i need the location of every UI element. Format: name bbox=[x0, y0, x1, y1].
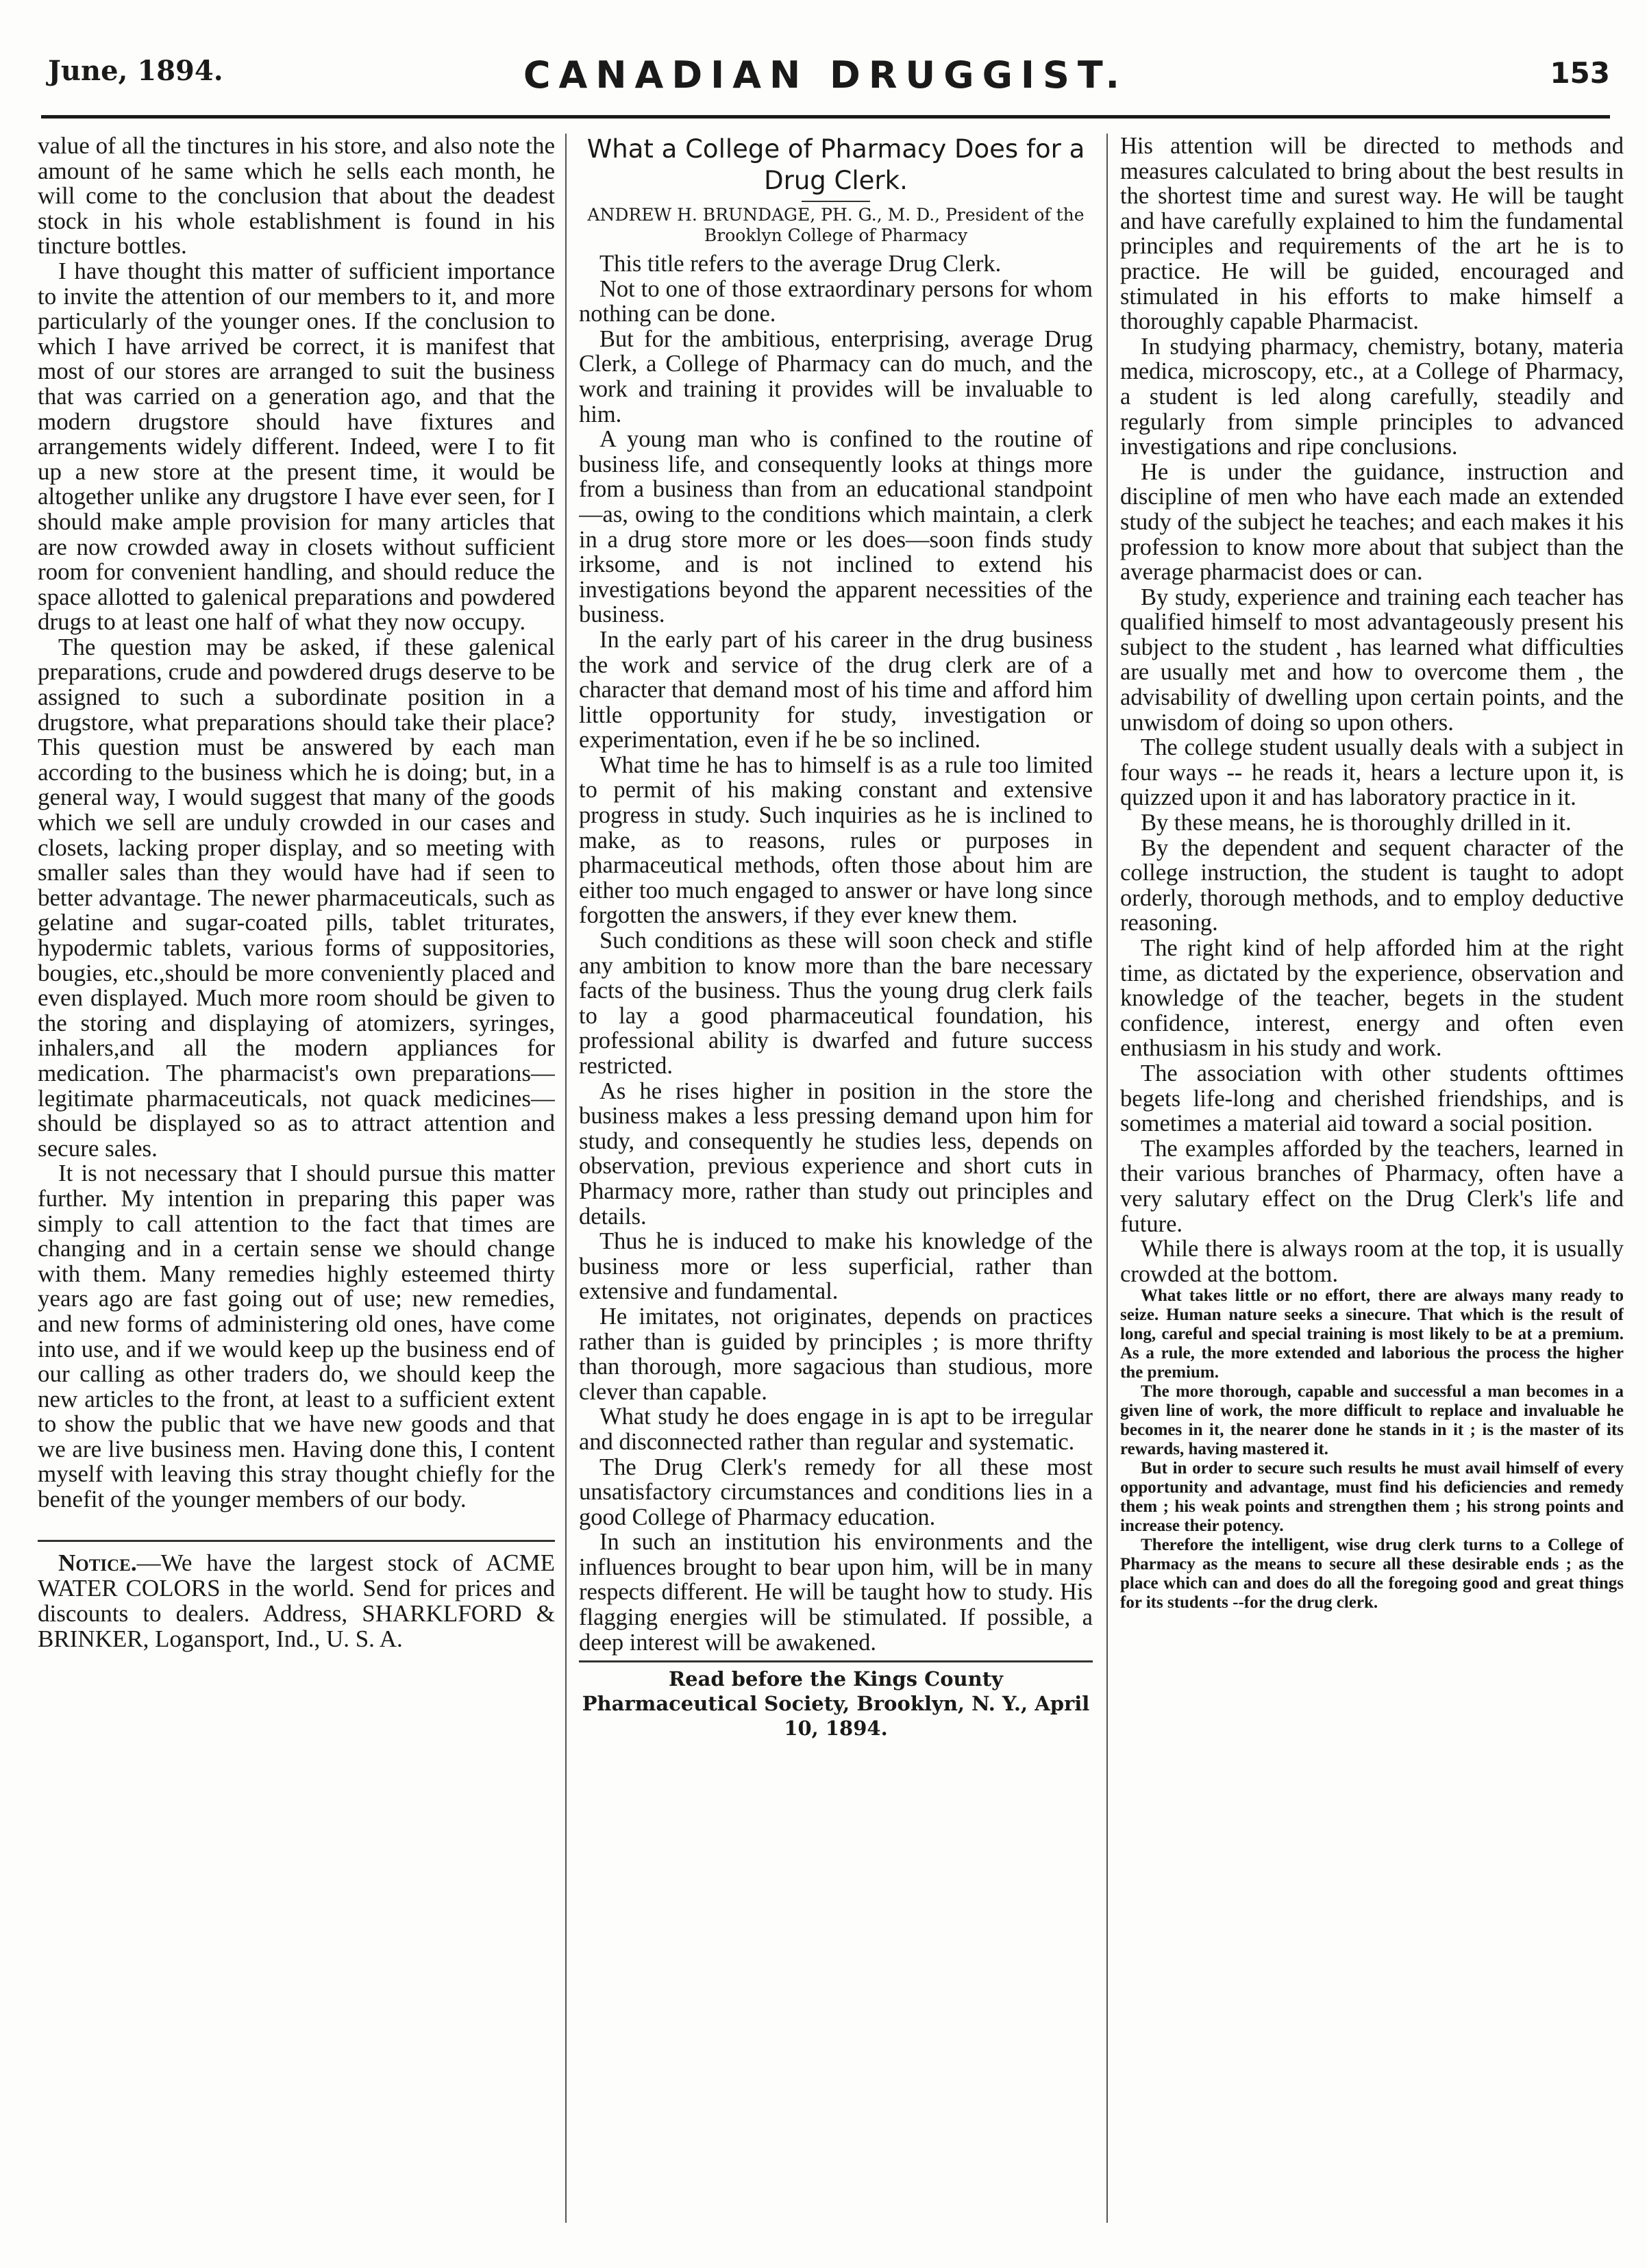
notice-text: —We have the largest stock of ACME WATER COLORS in the world. Send for prices and discounts to dealers. Address, SHARKLFORD & BRINKER, Logansport, Ind., U. S. A. bbox=[38, 1549, 555, 1652]
paragraph: The examples afforded by the teachers, learned in their various branches of Pharmacy, often have a very salutary effect on the Drug Clerk's life and future. bbox=[1120, 1135, 1624, 1237]
paragraph: Therefore the intelligent, wise drug clerk turns to a College of Pharmacy as the means to secure all these desirable ends ; as the place which can and does do all the foregoing good and great things for its students --for the drug clerk. bbox=[1120, 1536, 1624, 1612]
publication-title: CANADIAN DRUGGIST. bbox=[523, 53, 1128, 97]
paragraph: Thus he is induced to make his knowledge of the business more or less superficial, rather than extensive and fundamental. bbox=[579, 1228, 1093, 1305]
column-divider bbox=[565, 134, 567, 2223]
paragraph: As he rises higher in position in the store the business makes a less pressing demand upon him for study, and consequently he studies less, depends on observation, previous experience and short cuts in Pharmacy more, rather than study out principles and details. bbox=[579, 1077, 1093, 1230]
paragraph: But in order to secure such results he must avail himself of every opportunity and advantage, must find his deficiencies and remedy them ; his weak points and strengthen them ; his strong points and increase their potency. bbox=[1120, 1459, 1624, 1536]
notice-label: Notice. bbox=[58, 1549, 137, 1576]
paragraph: In studying pharmacy, chemistry, botany, materia medica, microscopy, etc., at a College of Pharmacy, a student is led along carefully, steadily and regularly from simple principles to advanced investigations and ripe conclusions. bbox=[1120, 333, 1624, 460]
paragraph: The more thorough, capable and successful a man becomes in a given line of work, the more difficult to replace and invaluable he becomes in it, the nearer done he stands in it ; is the master of its rewards, having mastered it. bbox=[1120, 1382, 1624, 1459]
title-rule bbox=[802, 201, 870, 202]
paragraph: This title refers to the average Drug Clerk. bbox=[599, 251, 1002, 277]
paragraph: A young man who is confined to the routine of business life, and consequently looks at things more from a business than from an educational standpoint—as, owing to the conditions which maintain, a clerk in a drug store more or les does—soon finds study irksome, and is not inclined to extend his investigations beyond the apparent necessities of the business. bbox=[579, 426, 1093, 628]
small-print-section bbox=[1120, 1286, 1624, 1612]
paragraph: In the early part of his career in the drug business the work and service of the drug clerk are of a character that demand most of his time and afford him little opportunity for study, investigation or experimentation, even if he be so inclined. bbox=[579, 626, 1093, 753]
paragraph: The right kind of help afforded him at the right time, as dictated by the experience, observation and knowledge of the teacher, begets in the student confidence, interest, energy and often even enthusiasm in his study and work. bbox=[1120, 935, 1624, 1062]
paragraph: What time he has to himself is as a rule too limited to permit of his making constant and extensive progress in study. Such inquiries as he is inclined to make, as to reasons, rules or purposes in pharmaceutical methods, often those about him are either too much engaged to answer or have long since forgotten the answers, if they ever knew them. bbox=[579, 751, 1093, 929]
column-left bbox=[38, 134, 555, 2236]
advertisement-notice bbox=[38, 1540, 555, 1652]
paragraph: In such an institution his environments and the influences brought to bear upon him, will be in many respects different. He will be taught how to study. His flagging energies will be stimulated. If possible, a deep interest will be awakened. bbox=[579, 1529, 1093, 1656]
paragraph: The question may be asked, if these galenical preparations, crude and powdered drugs deserve to be assigned to such a subordinate position in a drugstore, what preparations should take their place? This question must be answered by each man according to the business which he is doing; but, in a general way, I would suggest that many of the goods which we sell are unduly crowded in our cases and closets, lacking proper display, and so meeting with smaller sales than they would have had if seen to better advantage. The newer pharmaceuticals, such as gelatine and sugar-coated pills, tablet triturates, hypodermic tablets, various forms of suppositories, bougies, etc.,should be more conveniently placed and even displayed. Much more room should be given to the storing and displaying of atomizers, syringes, inhalers,and all the modern appliances for medication. The pharmacist's own preparations—legitimate pharmaceuticals, not quack medicines—should be displayed so as to attract attention and secure sales. bbox=[38, 633, 555, 1162]
page-header bbox=[41, 48, 1610, 110]
paragraph: The Drug Clerk's remedy for all these most unsatisfactory circumstances and conditions lies in a good College of Pharmacy education. bbox=[579, 1454, 1093, 1530]
paragraph: While there is always room at the top, it is usually crowded at the bottom. bbox=[1120, 1236, 1624, 1287]
article-title: What a College of Pharmacy Does for a Drug Clerk. bbox=[586, 134, 1085, 195]
paragraph: Not to one of those extraordinary persons for whom nothing can be done. bbox=[579, 275, 1093, 327]
paragraph: It is not necessary that I should pursue this matter further. My intention in preparing this paper was simply to call attention to the fact that times are changing and in a certain sense we should change with them. Many remedies highly esteemed thirty years ago are fast going out of use; new remedies, and new forms of administering old ones, have come into use, and if we would keep up the business end of our calling as other traders do, we should keep the new articles to the front, at least to a sufficient extent to show the public that we have new goods and that we are live business men. Having done this, I content myself with leaving this stray thought chiefly for the benefit of the younger members of our body. bbox=[38, 1160, 555, 1513]
paragraph: By study, experience and training each teacher has qualified himself to most advantageously present his subject to the student , has learned what difficulties are usually met and how to overcome them , the advisability of dwelling upon certain points, and the unwisdom of doing so upon others. bbox=[1120, 584, 1624, 736]
paragraph: He imitates, not originates, depends on practices rather than is guided by principles ; is more thrifty than thorough, more sagacious than studious, more clever than capable. bbox=[579, 1303, 1093, 1405]
column-middle bbox=[579, 134, 1093, 2230]
paragraph: His attention will be directed to methods and measures calculated to bring about the best results in the shortest time and surest way. He will be taught and have carefully explained to him the fundamental principles and requirements of the art he is to practice. He will be guided, encouraged and stimulated in his efforts to make himself a thoroughly capable Pharmacist. bbox=[1120, 134, 1624, 335]
paragraph: The college student usually deals with a subject in four ways -- he reads it, hears a lecture upon it, is quizzed upon it and has laboratory practice in it. bbox=[1120, 734, 1624, 811]
paragraph: By these means, he is thoroughly drilled in it. bbox=[1141, 810, 1572, 836]
paragraph: I have thought this matter of sufficient importance to invite the attention of our members to it, and more particularly of the younger ones. If the conclusion to which I have arrived be correct, it is manifest that most of our stores are arranged to suit the business that was carried on a generation ago, and that the modern drugstore should have fixtures and arrangements widely different. Indeed, were I to fit up a new store at the present time, it would be altogether unlike any drugstore I have ever seen, for I should make ample provision for many articles that are now crowded away in closets without sufficient room for convenient handling, and should reduce the space allotted to galenical preparations and powdered drugs to at least one half of what they now occupy. bbox=[38, 257, 555, 636]
paragraph: The association with other students ofttimes begets life-long and cherished friendships, and is sometimes a material aid toward a social position. bbox=[1120, 1060, 1624, 1137]
paragraph: What takes little or no effort, there are always many ready to seize. Human nature seeks a sinecure. That which is the result of long, careful and special training is most likely to be at a premium. As a rule, the more extended and laborious the process the higher the premium. bbox=[1120, 1286, 1624, 1382]
paragraph: But for the ambitious, enterprising, average Drug Clerk, a College of Pharmacy can do much, and the work and training it provides will be invaluable to him. bbox=[579, 325, 1093, 427]
article-byline: ANDREW H. BRUNDAGE, PH. G., M. D., President of the Brooklyn College of Pharmacy bbox=[587, 205, 1085, 245]
header-rule bbox=[41, 115, 1610, 119]
page-number: 153 bbox=[1550, 56, 1610, 90]
paragraph: value of all the tinctures in his store, and also note the amount of he same which he sells each month, he will come to the conclusion that about the deadest stock in his whole establishment is found in his tincture bottles. bbox=[38, 134, 555, 260]
paragraph: Such conditions as these will soon check and stifle any ambition to know more than the bare necessary facts of the business. Thus the young drug clerk fails to lay a good pharmaceutical foundation, his professional ability is dwarfed and future success restricted. bbox=[579, 927, 1093, 1079]
column-divider bbox=[1106, 134, 1108, 2223]
article-footnote: Read before the Kings County Pharmaceutical Society, Brooklyn, N. Y., April 10, 1894. bbox=[579, 1660, 1093, 1741]
issue-date: June, 1894. bbox=[48, 55, 223, 87]
column-right bbox=[1120, 134, 1624, 2230]
paragraph: By the dependent and sequent character of the college instruction, the student is taught to adopt orderly, thorough methods, and to employ deductive reasoning. bbox=[1120, 834, 1624, 936]
paragraph: He is under the guidance, instruction and discipline of men who have each made an extended study of the subject he teaches; and each makes it his profession to know more about that subject than the average pharmacist does or can. bbox=[1120, 458, 1624, 586]
paragraph: What study he does engage in is apt to be irregular and disconnected rather than regular and systematic. bbox=[579, 1404, 1093, 1455]
